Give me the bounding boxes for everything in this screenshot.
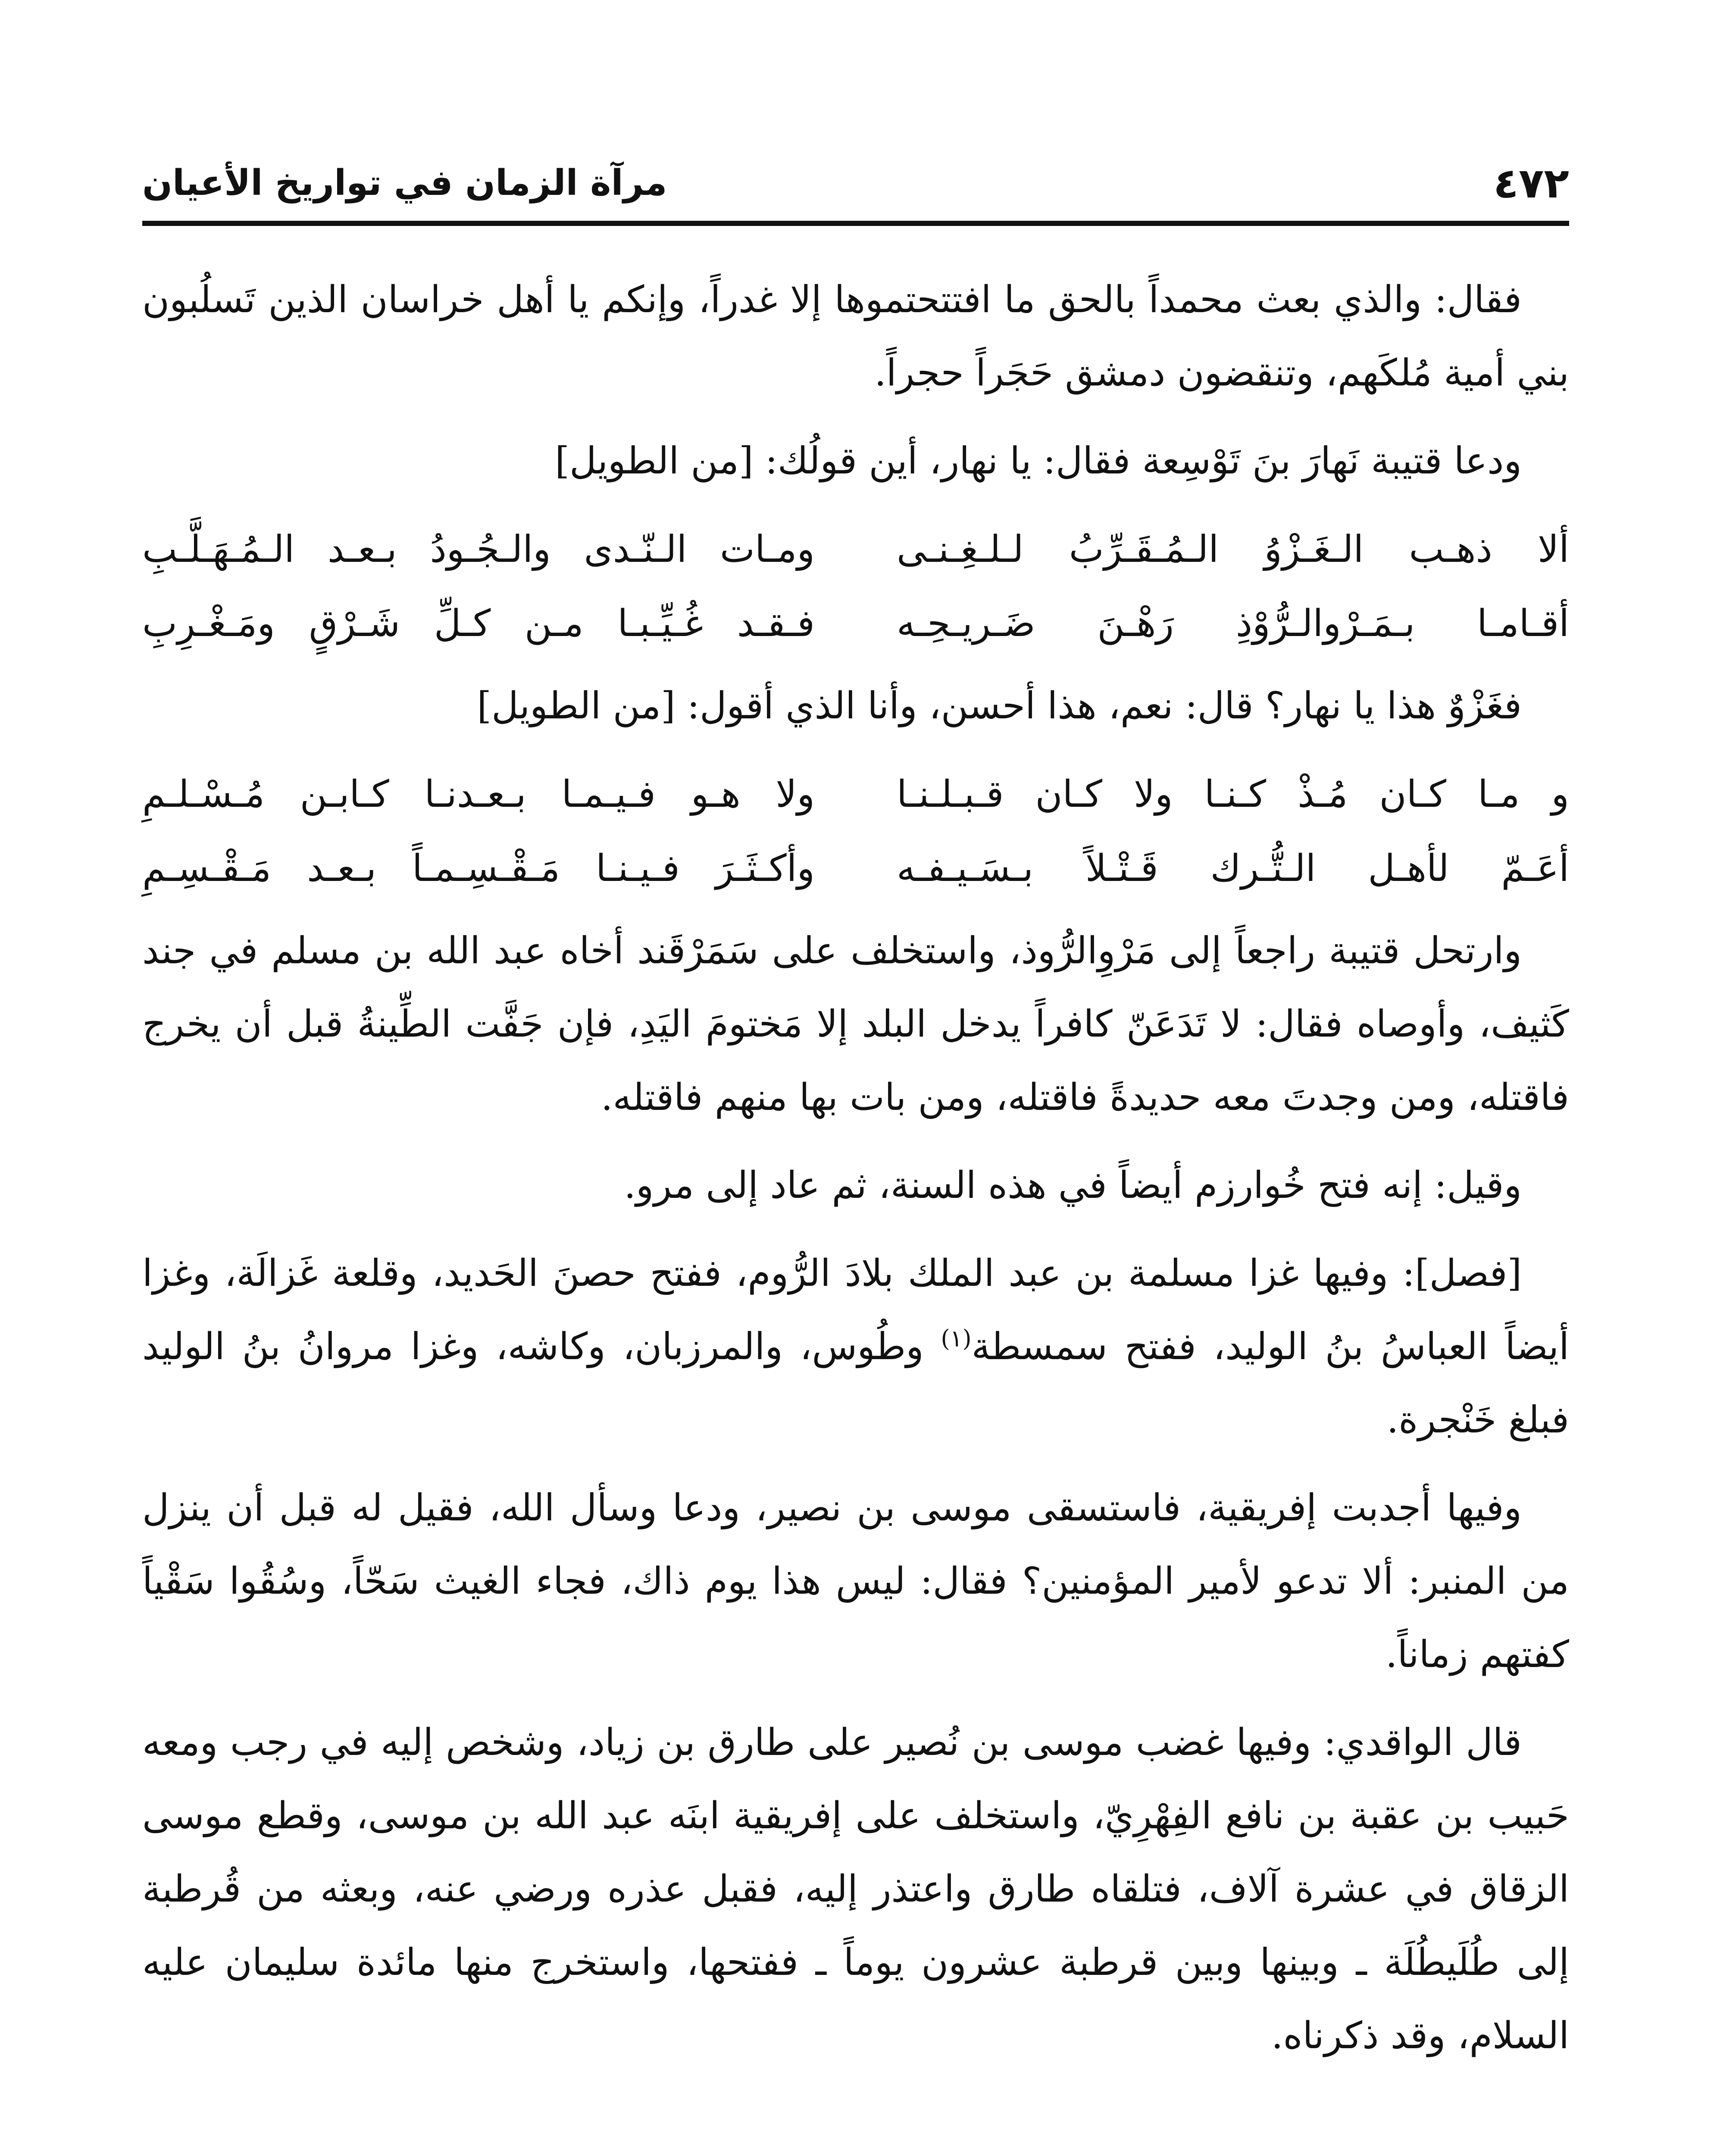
verse-second-hemistich: ومـات الـنّـدى والـجُـودُ بـعـد الـمُـهَـلَّـبِ [142, 528, 815, 571]
paragraph-6-text-b: وطُوس، والمرزبان، وكاشه، وغزا مروانُ بنُ الوليد فبلغ خَنْجرة. [142, 1325, 1569, 1442]
paragraph-1: فقال: والذي بعث محمداً بالحق ما افتتحتموها إلا غدراً، وإنكم يا أهل خراسان الذين تَسلُبون بني أمية مُلكَهم، وتنقضون دمشق حَجَراً حجراً. [142, 278, 1569, 395]
paragraph-5: وقيل: إنه فتح خُوارزم أيضاً في هذه السنة، ثم عاد إلى مرو. [624, 1164, 1522, 1207]
footnote-ref: (١) [941, 1325, 972, 1352]
paragraph-2: ودعا قتيبة نَهارَ بنَ تَوْسِعة فقال: يا نهار، أين قولُك: [من الطويل] [555, 439, 1522, 483]
paragraph-7: وفيها أجدبت إفريقية، فاستسقى موسى بن نصير، ودعا وسأل الله، فقيل له قبل أن ينزل من المنبر: ألا تدعو لأمير المؤمنين؟ فقال: ليس هذا يوم ذاك، فجاء الغيث سَحّاً، وسُقُوا سَقْياً كفتهم زماناً. [142, 1486, 1569, 1676]
verse-first-hemistich: ألا ذهـب الـغَـزْوُ الـمُـقَـرِّبُ لـلـغِـنـى [897, 528, 1569, 571]
verse-first-hemistich: أقـامـا بـمَـرْوالـرُّوْذِ رَهْـنَ ضَـريـحِـه [897, 602, 1569, 645]
book-title: مرآة الزمان في تواريخ الأعيان [142, 163, 667, 204]
verse-line [142, 757, 1569, 831]
poem-1 [142, 512, 1569, 661]
verse-first-hemistich: أعَـمّ لأهـل الـتُّـرك قَـتْـلاً بـسَـيـفـه [897, 847, 1569, 890]
verse-second-hemistich: وأكـثَـرَ فـيـنـا مَـقْـسِـمـاً بـعـد مَـقْـسِـمِ [142, 847, 815, 890]
verse-second-hemistich: ولا هـو فـيـمـا بـعـدنـا كـابـن مُـسْـلـمِ [142, 773, 815, 816]
paragraph-6-text-a: [فصل]: وفيها غزا مسلمة بن عبد الملك بلادَ الرُّوم، ففتح حصنَ الحَديد، وقلعة غَزالَة، وغزا أيضاً العباسُ بنُ الوليد، ففتح سمسطة [142, 1252, 1569, 1368]
poem-2 [142, 757, 1569, 906]
verse-line [142, 831, 1569, 906]
verse-second-hemistich: فـقـد غُـيِّـبـا مـن كـلِّ شَـرْقٍ ومَـغْـرِبِ [142, 602, 815, 645]
page-header [142, 155, 1569, 211]
verse-first-hemistich: و مـا كـان مُـذْ كـنـا ولا كـان قـبـلـنـا [897, 773, 1569, 816]
paragraph-4: وارتحل قتيبة راجعاً إلى مَرْوِالرُّوذ، واستخلف على سَمَرْقَند أخاه عبد الله بن مسلم في جند كَثيف، وأوصاه فقال: لا تَدَعَنّ كافراً يدخل البلد إلا مَختومَ اليَدِ، فإن جَفَّت الطِّينةُ قبل أن يخرج فاقتله، ومن وجدتَ معه حديدةً فاقتله، ومن بات بها منهم فاقتله. [142, 929, 1569, 1119]
verse-line [142, 586, 1569, 661]
paragraph-6 [142, 1237, 1569, 1457]
verse-line [142, 512, 1569, 586]
paragraph-8: قال الواقدي: وفيها غضب موسى بن نُصير على طارق بن زياد، وشخص إليه في رجب ومعه حَبيب بن عقبة بن نافع الفِهْرِيّ، واستخلف على إفريقية ابنَه عبد الله بن موسى، وقطع موسى الزقاق في عشرة آلاف، فتلقاه طارق واعتذر إليه، فقبل عذره ورضي عنه، وبعثه من قُرطبة إلى طُلَيطُلَة ـ وبينها وبين قرطبة عشرون يوماً ـ ففتحها، واستخرج منها مائدة سليمان عليه السلام، وقد ذكرناه. [142, 1721, 1569, 2057]
main-text [142, 263, 1569, 2087]
paragraph-3: فغَزْوٌ هذا يا نهار؟ قال: نعم، هذا أحسن، وأنا الذي أقول: [من الطويل] [477, 684, 1522, 727]
page-number: ٤٧٢ [1493, 159, 1569, 207]
header-rule [142, 221, 1569, 226]
